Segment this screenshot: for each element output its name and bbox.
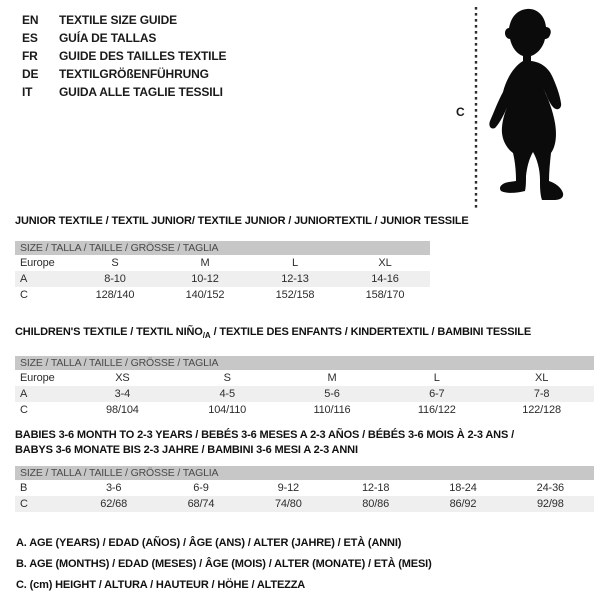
legend-line-a: A. AGE (YEARS) / EDAD (AÑOS) / ÂGE (ANS) / ALTER (JAHRE) / ETÀ (ANNI) bbox=[16, 537, 402, 549]
language-code: ES bbox=[22, 31, 38, 45]
language-title-block bbox=[22, 11, 226, 101]
language-row bbox=[22, 83, 226, 101]
table-cell: 7-8 bbox=[533, 388, 550, 401]
row-label: Europe bbox=[20, 257, 55, 269]
language-code: EN bbox=[22, 13, 39, 27]
table-cell: 6-7 bbox=[429, 388, 445, 401]
language-code: DE bbox=[22, 67, 39, 81]
table-cell: 92/98 bbox=[536, 498, 564, 510]
junior-textile-table bbox=[15, 214, 469, 303]
table-row bbox=[15, 402, 594, 418]
toddler-silhouette-image bbox=[486, 4, 576, 209]
table-title bbox=[15, 428, 594, 458]
size-header-bar: SIZE / TALLA / TAILLE / GRÖSSE / TAGLIA bbox=[15, 241, 430, 255]
table-cell: 98/104 bbox=[106, 404, 139, 417]
table-cell: 104/110 bbox=[208, 404, 247, 417]
table-cell: 122/128 bbox=[522, 404, 561, 417]
table-row bbox=[15, 386, 594, 402]
table-row bbox=[15, 255, 430, 271]
table-cell: M bbox=[200, 257, 210, 269]
table-title-text: / TEXTILE DES ENFANTS / KINDERTEXTIL / BAMBINI TESSILE bbox=[210, 326, 532, 338]
table-cell: XL bbox=[535, 372, 549, 385]
table-row bbox=[15, 287, 430, 303]
table-title: JUNIOR TEXTILE / TEXTIL JUNIOR/ TEXTILE JUNIOR / JUNIORTEXTIL / JUNIOR TESSILE bbox=[15, 215, 469, 227]
table-title bbox=[15, 325, 594, 343]
table-cell: 140/152 bbox=[185, 289, 225, 301]
legend-line-b: B. AGE (MONTHS) / EDAD (MESES) / ÂGE (MOIS) / ALTER (MONATE) / ETÀ (MESI) bbox=[16, 558, 432, 570]
table-cell: 158/170 bbox=[365, 289, 405, 301]
table-cell: 62/68 bbox=[100, 498, 128, 510]
table-cell: 24-36 bbox=[536, 482, 565, 494]
table-cell: 74/80 bbox=[274, 498, 302, 510]
language-row bbox=[22, 65, 226, 83]
table-cell: 80/86 bbox=[362, 498, 390, 510]
language-row bbox=[22, 47, 226, 65]
size-header-bar: SIZE / TALLA / TAILLE / GRÖSSE / TAGLIA bbox=[15, 466, 594, 480]
table-cell: 110/116 bbox=[313, 404, 351, 417]
table-cell: M bbox=[327, 372, 337, 385]
table-row bbox=[15, 271, 430, 287]
table-cell: 18-24 bbox=[449, 482, 477, 494]
table-title-line: BABIES 3-6 MONTH TO 2-3 YEARS / BEBÉS 3-6 MESES A 2-3 AÑOS / BÉBÉS 3-6 MOIS À 2-3 ANS / bbox=[15, 429, 514, 441]
table-cell: 5-6 bbox=[324, 388, 340, 401]
row-label: C bbox=[20, 404, 28, 417]
table-cell: 116/122 bbox=[417, 404, 456, 417]
legend-block bbox=[16, 533, 432, 596]
language-title: GUIDE DES TAILLES TEXTILE bbox=[59, 49, 227, 63]
legend-line-c: C. (cm) HEIGHT / ALTURA / HAUTEUR / HÖHE / ALTEZZA bbox=[16, 579, 306, 591]
language-row bbox=[22, 11, 226, 29]
table-cell: L bbox=[292, 257, 298, 269]
height-measure-label: C bbox=[456, 105, 465, 119]
table-cell: 3-4 bbox=[114, 388, 131, 401]
table-row bbox=[15, 370, 594, 386]
table-cell: 8-10 bbox=[104, 273, 126, 285]
table-cell: 4-5 bbox=[219, 388, 235, 401]
language-row bbox=[22, 29, 226, 47]
row-label: A bbox=[20, 273, 28, 285]
table-cell: 12-13 bbox=[281, 273, 309, 285]
table-title-line: BABYS 3-6 MONATE BIS 2-3 JAHRE / BAMBINI 3-6 MESI A 2-3 ANNI bbox=[15, 444, 358, 456]
table-cell: 3-6 bbox=[105, 482, 122, 494]
table-cell: XL bbox=[378, 257, 392, 269]
height-measure-dashed-line bbox=[474, 7, 478, 208]
table-cell: 14-16 bbox=[371, 273, 399, 285]
row-label: Europe bbox=[20, 372, 55, 385]
size-header-bar: SIZE / TALLA / TAILLE / GRÖSSE / TAGLIA bbox=[15, 356, 594, 370]
table-title-text: CHILDREN'S TEXTILE / TEXTIL NIÑO bbox=[15, 326, 203, 338]
language-title: GUÍA DE TALLAS bbox=[59, 31, 157, 45]
row-label: C bbox=[20, 498, 28, 510]
table-cell: 128/140 bbox=[95, 289, 135, 301]
table-row bbox=[15, 480, 594, 496]
table-cell: L bbox=[433, 372, 440, 385]
table-cell: 12-18 bbox=[361, 482, 390, 494]
table-row bbox=[15, 496, 594, 512]
language-title: TEXTILGRÖßENFÜHRUNG bbox=[59, 67, 209, 81]
table-cell: XS bbox=[115, 372, 130, 385]
row-label: B bbox=[20, 482, 28, 494]
table-cell: S bbox=[111, 257, 119, 269]
table-cell: 10-12 bbox=[191, 273, 219, 285]
table-cell: 68/74 bbox=[187, 498, 215, 510]
babies-textile-table bbox=[15, 428, 594, 512]
row-label: A bbox=[20, 388, 28, 401]
table-cell: S bbox=[223, 372, 231, 385]
language-title: GUIDA ALLE TAGLIE TESSILI bbox=[59, 85, 223, 99]
table-cell: 152/158 bbox=[275, 289, 315, 301]
childrens-textile-table bbox=[15, 325, 594, 418]
language-code: FR bbox=[22, 49, 38, 63]
table-cell: 86/92 bbox=[449, 498, 477, 510]
row-label: C bbox=[20, 289, 28, 301]
table-title-subscript: /A bbox=[202, 331, 211, 341]
language-code: IT bbox=[22, 85, 33, 99]
table-cell: 6-9 bbox=[193, 482, 209, 494]
language-title: TEXTILE SIZE GUIDE bbox=[59, 13, 177, 27]
table-cell: 9-12 bbox=[277, 482, 300, 494]
